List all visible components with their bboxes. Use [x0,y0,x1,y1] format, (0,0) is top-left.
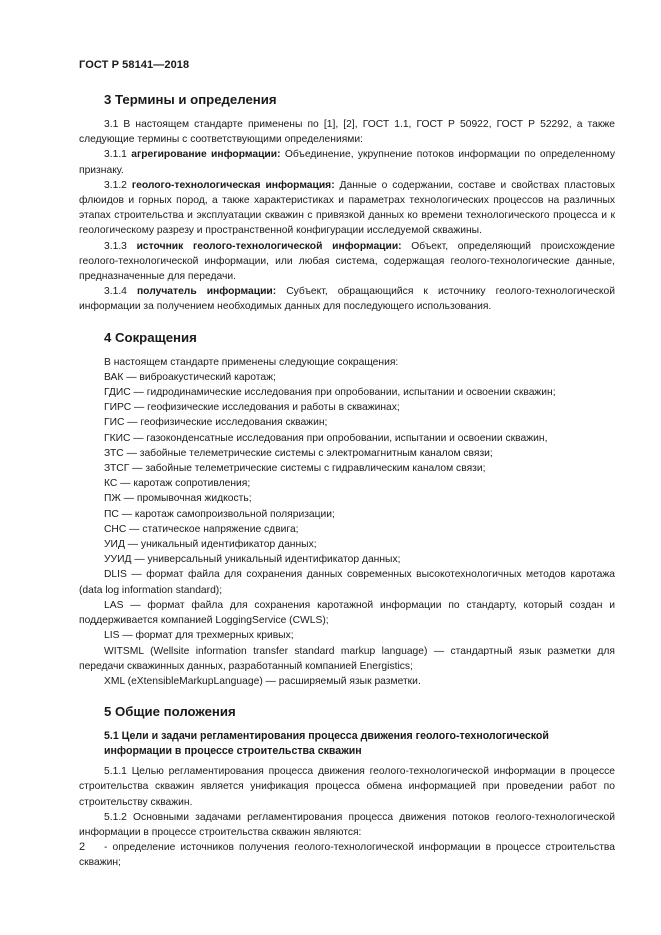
term: источник геолого-технологической информации: [136,240,402,252]
abbreviation-item: СНС — статическое напряжение сдвига; [104,523,299,535]
section-4-title: 4 Сокращения [104,329,197,345]
abbreviation-item: ГИРС — геофизические исследования и работы в скважинах; [104,402,400,414]
abbreviation-item: ВАК — виброакустический каротаж; [104,371,276,383]
term: получатель информации: [136,286,277,298]
paragraph-3-1-1 [79,147,615,177]
clause-number: 3.1.4 [104,286,137,298]
definition: Данные о содержании, составе и свойствах пластовых флюидов и горных пород, а также характеристиках и параметрах технологических процессов на различных этапах строительства и эксплуатации скважин с привязкой данных ко времени технологического процесса и к геологическому разрезу и пространственной конфигурации исследуемой скважины. [79,179,615,237]
clause-number: 3.1.3 [104,240,137,252]
term: агрегирование информации: [131,149,281,161]
abbreviation-item-xml: XML (eXtensibleMarkupLanguage) — расширяемый язык разметки. [104,675,421,687]
abbreviation-item: ПС — каротаж самопроизвольной поляризации; [104,508,335,520]
abbreviation-item: КС — каротаж сопротивления; [104,478,251,490]
abbreviation-item-lis: LIS — формат для трехмерных кривых; [104,630,294,642]
paragraph-3-1-3 [79,239,615,285]
bullet-item: - определение источников получения геолого-технологической информации в процессе строительства скважин; [79,842,615,869]
document-code-header: ГОСТ Р 58141—2018 [79,59,190,71]
definition: Объединение, укрупнение потоков информации по определенному признаку. [79,149,615,176]
paragraph-3-1-2 [79,178,615,239]
page-content [79,92,615,871]
abbreviation-item: ЗТСГ — забойные телеметрические системы с гидравлическим каналом связи; [104,463,486,475]
abbreviation-item-dlis: DLIS — формат файла для сохранения данных современных высокотехнологичных методов каротажа (data log information standard); [79,569,615,596]
section-3-title: 3 Термины и определения [104,92,277,107]
paragraph-5-1-2: 5.1.2 Основными задачами регламентирования процесса движения потоков геолого-технологической информации в процессе строительства скважин являются: [79,811,615,838]
paragraph-3-1-4 [79,284,615,314]
paragraph-3-1: 3.1 В настоящем стандарте применены по [1], [2], ГОСТ 1.1, ГОСТ Р 50922, ГОСТ Р 52292, а также следующие термины с соответствующими определениями: [79,119,615,146]
abbreviation-item: УИД — уникальный идентификатор данных; [104,539,317,551]
abbreviation-item: УУИД — универсальный уникальный идентификатор данных; [104,554,401,566]
definition: Объект, определяющий происхождение геолого-технологической информации, или любая система, содержащая геолого-технологические данные, предназначенные для передачи. [79,240,616,283]
clause-number: 3.1.2 [104,179,132,191]
section-5-title: 5 Общие положения [104,704,236,720]
abbreviation-item: ГДИС — гидродинамические исследования при опробовании, испытании и освоении скважин; [104,387,556,399]
abbreviation-item: ПЖ — промывочная жидкость; [104,493,252,505]
abbreviation-item-witsml: WITSML (Wellsite information transfer standard markup language) — стандартный язык разметки для передачи скважинных данных, разработанный компанией Energistics; [79,645,615,672]
abbreviation-item-las: LAS — формат файла для сохранения каротажной информации по стандарту, который создан и поддерживается компанией LoggingService (CWLS); [79,599,615,627]
page-number: 2 [79,841,86,853]
term: геолого-технологическая информация: [131,179,335,191]
abbreviation-item: ГКИС — газоконденсатные исследования при опробовании, испытании и освоении скважин, [104,432,548,444]
abbreviation-item: ГИС — геофизические исследования скважин; [104,417,328,429]
subsection-5-1-title: 5.1 Цели и задачи регламентирования процесса движения геолого-технологической информации в процессе строительства скважин [104,730,549,757]
abbreviations-intro: В настоящем стандарте применены следующие сокращения: [104,356,399,368]
clause-number: 3.1.1 [104,149,132,161]
definition: Субъект, обращающийся к источнику геолого-технологической информации за получением необходимых данных для последующего использования. [79,286,615,313]
abbreviation-item: ЗТС — забойные телеметрические системы с электромагнитным каналом связи; [104,447,493,459]
paragraph-5-1-1: 5.1.1 Целью регламентирования процесса движения геолого-технологической информации в процессе строительства скважин является унификация процесса обмена информацией при проведении работ по строительству скважин. [79,766,615,808]
